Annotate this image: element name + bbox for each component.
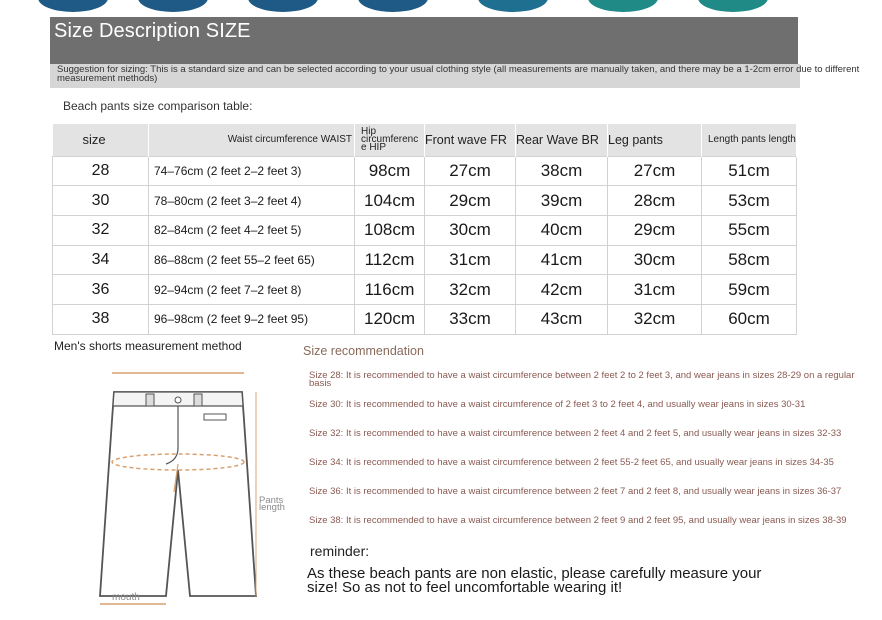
pocket-flap <box>204 414 226 420</box>
cell-leg: 32cm <box>608 304 702 334</box>
cell-size: 36 <box>53 275 149 305</box>
table-row <box>53 304 797 334</box>
cell-hip: 120cm <box>355 304 425 334</box>
list-item: Size 32: It is recommended to have a waist circumference between 2 feet 4 and 2 feet 5, and usually wear jeans in sizes 32-33 <box>309 428 842 439</box>
header-front-wave: Front wave FR <box>425 124 516 156</box>
belt-loop <box>194 394 202 406</box>
reminder-title: reminder: <box>310 543 370 559</box>
table-row <box>53 186 797 216</box>
cell-length: 51cm <box>702 156 797 186</box>
wave-shape <box>478 0 548 12</box>
table-row <box>53 215 797 245</box>
cell-leg: 28cm <box>608 186 702 216</box>
cell-leg: 30cm <box>608 245 702 275</box>
table-header-row <box>53 124 797 156</box>
button <box>175 397 181 403</box>
cell-rear: 41cm <box>516 245 608 275</box>
shorts-measurement-diagram <box>66 360 296 610</box>
header-hip: Hip circumferenc e HIP <box>355 124 425 156</box>
cell-size: 34 <box>53 245 149 275</box>
cell-waist: 86–88cm (2 feet 55–2 feet 65) <box>149 245 355 275</box>
list-item: Size 36: It is recommended to have a waist circumference between 2 feet 7 and 2 feet 8, and usually wear jeans in sizes 36-37 <box>309 486 842 497</box>
cell-length: 58cm <box>702 245 797 275</box>
cell-length: 60cm <box>702 304 797 334</box>
wave-shape <box>588 0 658 12</box>
cell-rear: 42cm <box>516 275 608 305</box>
cell-hip: 108cm <box>355 215 425 245</box>
cell-leg: 29cm <box>608 215 702 245</box>
size-comparison-table <box>52 124 797 335</box>
recommendation-list <box>309 372 874 546</box>
cell-size: 28 <box>53 156 149 186</box>
cell-hip: 104cm <box>355 186 425 216</box>
cell-length: 53cm <box>702 186 797 216</box>
cell-size: 38 <box>53 304 149 334</box>
cell-front: 32cm <box>425 275 516 305</box>
cell-waist: 74–76cm (2 feet 2–2 feet 3) <box>149 156 355 186</box>
list-item: Size 38: It is recommended to have a waist circumference between 2 feet 9 and 2 feet 95, and usually wear jeans in sizes 38-39 <box>309 515 847 526</box>
header-leg: Leg pants <box>608 124 702 156</box>
cell-length: 55cm <box>702 215 797 245</box>
cell-front: 33cm <box>425 304 516 334</box>
belt-loop <box>146 394 154 406</box>
cell-hip: 112cm <box>355 245 425 275</box>
list-item: Size 30: It is recommended to have a waist circumference of 2 feet 3 to 2 feet 4, and usually wear jeans in sizes 30-31 <box>309 399 806 410</box>
header-size: size <box>53 124 149 156</box>
cell-rear: 43cm <box>516 304 608 334</box>
cell-hip: 98cm <box>355 156 425 186</box>
cell-rear: 40cm <box>516 215 608 245</box>
header-waist: Waist circumference WAIST <box>149 124 355 156</box>
cell-size: 30 <box>53 186 149 216</box>
cell-waist: 96–98cm (2 feet 9–2 feet 95) <box>149 304 355 334</box>
sizing-suggestion: Suggestion for sizing: This is a standard size and can be selected according to your usual clothing style (all measurements are manually taken, and there may be a 1-2cm error due to different measurement methods) <box>57 64 860 84</box>
list-item: Size 34: It is recommended to have a waist circumference between 2 feet 55-2 feet 65, and usually wear jeans in sizes 34-35 <box>309 457 834 468</box>
top-wave-decoration <box>0 0 882 14</box>
wave-shape <box>698 0 768 12</box>
cell-rear: 39cm <box>516 186 608 216</box>
cell-leg: 31cm <box>608 275 702 305</box>
table-caption: Beach pants size comparison table: <box>63 99 253 113</box>
pants-length-label: Pants length <box>259 495 285 513</box>
wave-shape <box>248 0 318 12</box>
cell-waist: 82–84cm (2 feet 4–2 feet 5) <box>149 215 355 245</box>
header-length: Length pants length <box>702 124 797 156</box>
wave-shape <box>358 0 428 12</box>
cell-rear: 38cm <box>516 156 608 186</box>
wave-shape <box>38 0 108 12</box>
mouth-label: mouth <box>112 592 140 603</box>
cell-waist: 92–94cm (2 feet 7–2 feet 8) <box>149 275 355 305</box>
reminder-text: As these beach pants are non elastic, please carefully measure your size! So as not to feel uncomfortable wearing it! <box>307 565 762 596</box>
header-bar <box>50 17 798 64</box>
page-title: Size Description SIZE <box>54 20 251 42</box>
cell-front: 31cm <box>425 245 516 275</box>
cell-waist: 78–80cm (2 feet 3–2 feet 4) <box>149 186 355 216</box>
shorts-illustration <box>66 360 296 610</box>
list-item: Size 28: It is recommended to have a waist circumference between 2 feet 2 to 2 feet 3, and wear jeans in sizes 28-29 on a regular basis <box>309 370 855 389</box>
cell-leg: 27cm <box>608 156 702 186</box>
table-row <box>53 156 797 186</box>
cell-size: 32 <box>53 215 149 245</box>
wave-shape <box>138 0 208 12</box>
table-row <box>53 245 797 275</box>
cell-front: 27cm <box>425 156 516 186</box>
table-row <box>53 275 797 305</box>
cell-front: 30cm <box>425 215 516 245</box>
cell-hip: 116cm <box>355 275 425 305</box>
cell-length: 59cm <box>702 275 797 305</box>
measurement-method-title: Men's shorts measurement method <box>54 339 242 353</box>
header-rear-wave: Rear Wave BR <box>516 124 608 156</box>
cell-front: 29cm <box>425 186 516 216</box>
size-recommendation-title: Size recommendation <box>303 344 424 358</box>
